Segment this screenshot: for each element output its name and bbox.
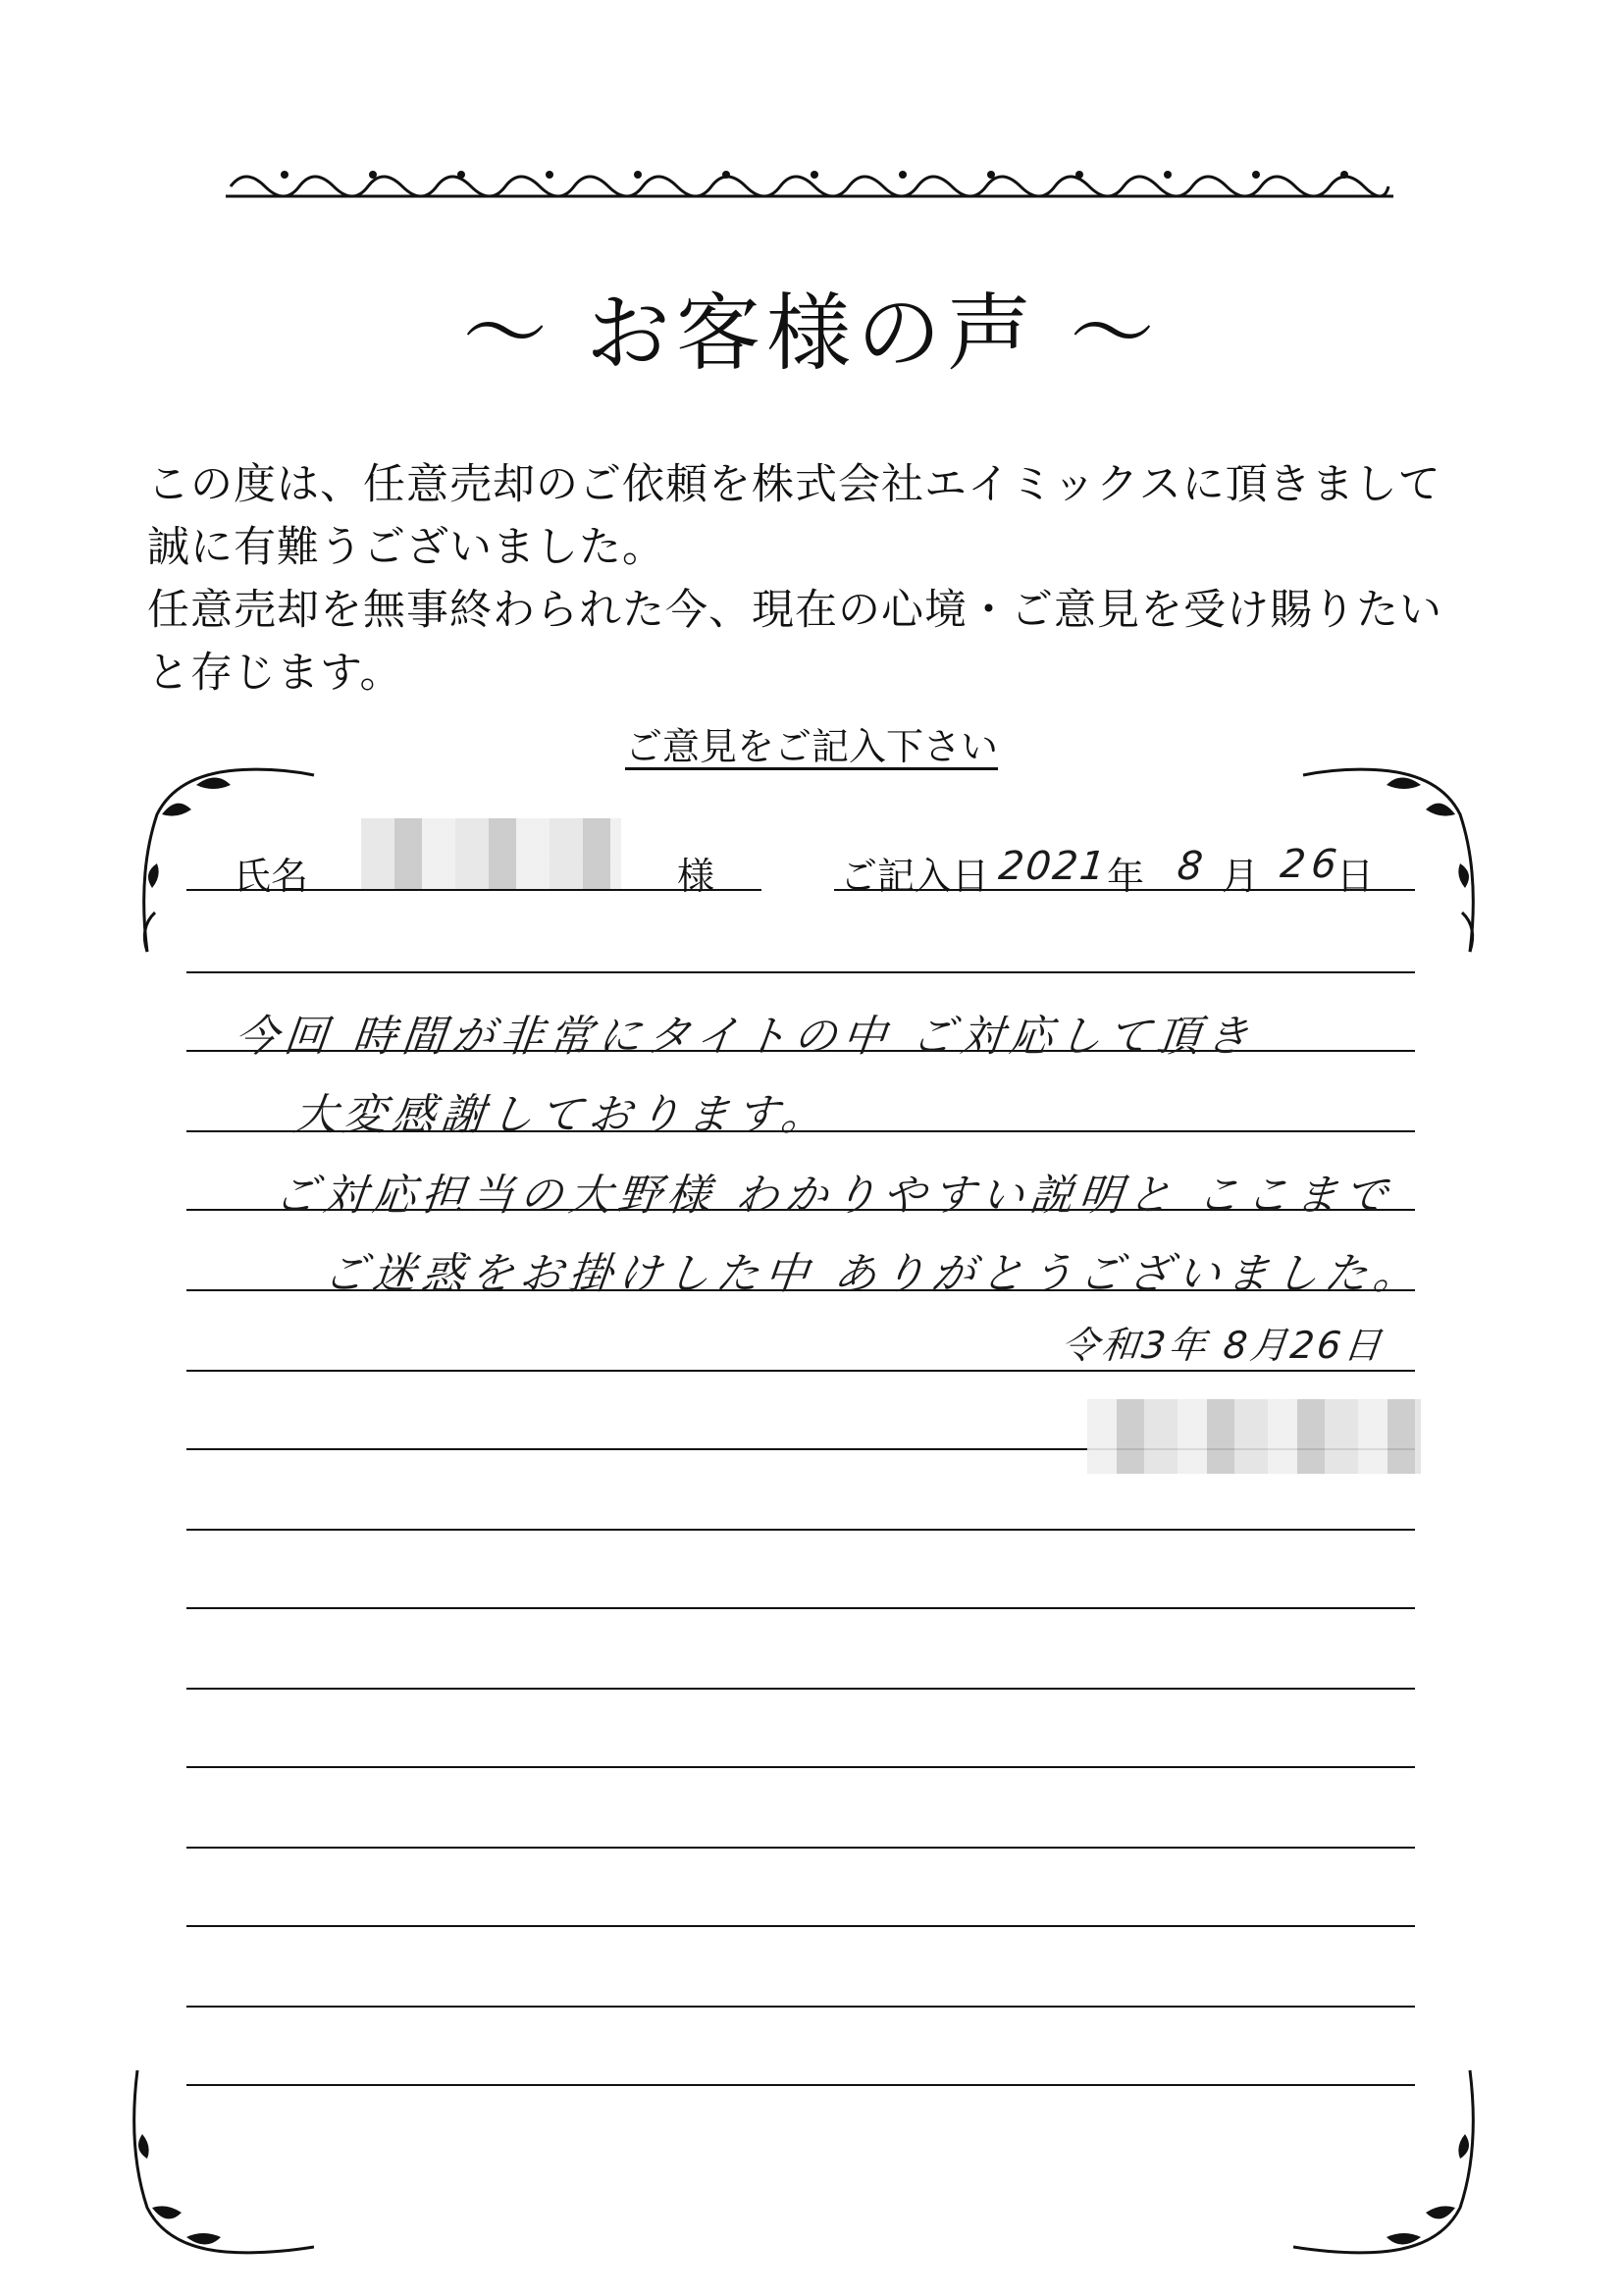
name-label: 氏名 [234, 855, 309, 898]
day-unit: 日 [1336, 855, 1375, 898]
date-label: ご記入日 [840, 855, 990, 898]
page-title: ～ お客様の声 ～ [462, 285, 1161, 383]
comment-line: ご迷惑をお掛けした中 ありがとうございました。 [320, 1249, 1426, 1299]
comment-line: ご対応担当の大野様 わかりやすい説明と ここまで [271, 1171, 1396, 1221]
ruled-line [186, 1370, 1415, 1372]
comment-line: 大変感謝しております。 [290, 1090, 833, 1140]
ornament-border-icon [226, 157, 1393, 202]
ruled-line [186, 1607, 1415, 1609]
ruled-line [186, 1766, 1415, 1768]
ruled-line [186, 2006, 1415, 2008]
date-underline [834, 889, 1415, 891]
redacted-signature [1087, 1399, 1421, 1474]
ruled-line [186, 1529, 1415, 1531]
date-year-value: 2021 [996, 844, 1110, 889]
ruled-line [186, 2084, 1415, 2086]
ruled-line [186, 1847, 1415, 1849]
ruled-line [186, 1688, 1415, 1690]
month-unit: 月 [1222, 855, 1260, 898]
intro-line: と存じます。 [147, 649, 403, 698]
name-underline [186, 889, 761, 891]
section-heading-text: ご意見をご記入下さい [624, 725, 998, 768]
intro-line: この度は、任意売却のご依頼を株式会社エイミックスに頂きまして [147, 460, 1441, 509]
intro-line: 誠に有難うございました。 [147, 523, 665, 572]
corner-ornament-icon [118, 2051, 314, 2267]
intro-line: 任意売却を無事終わられた今、現在の心境・ご意見を受け賜りたい [147, 586, 1442, 635]
name-suffix: 様 [677, 855, 715, 898]
intro-text [147, 453, 1482, 704]
date-day-value: 26 [1278, 842, 1345, 887]
ruled-line [186, 1925, 1415, 1927]
redacted-name [361, 818, 621, 889]
year-unit: 年 [1107, 855, 1145, 898]
signature-date: 令和3年 8月26日 [1059, 1324, 1387, 1367]
date-month-value: 8 [1175, 844, 1211, 889]
corner-ornament-icon [1293, 2051, 1490, 2267]
comment-line: 今回 時間が非常にタイトの中 ご対応して頂き [232, 1012, 1258, 1062]
ruled-line [186, 971, 1415, 973]
